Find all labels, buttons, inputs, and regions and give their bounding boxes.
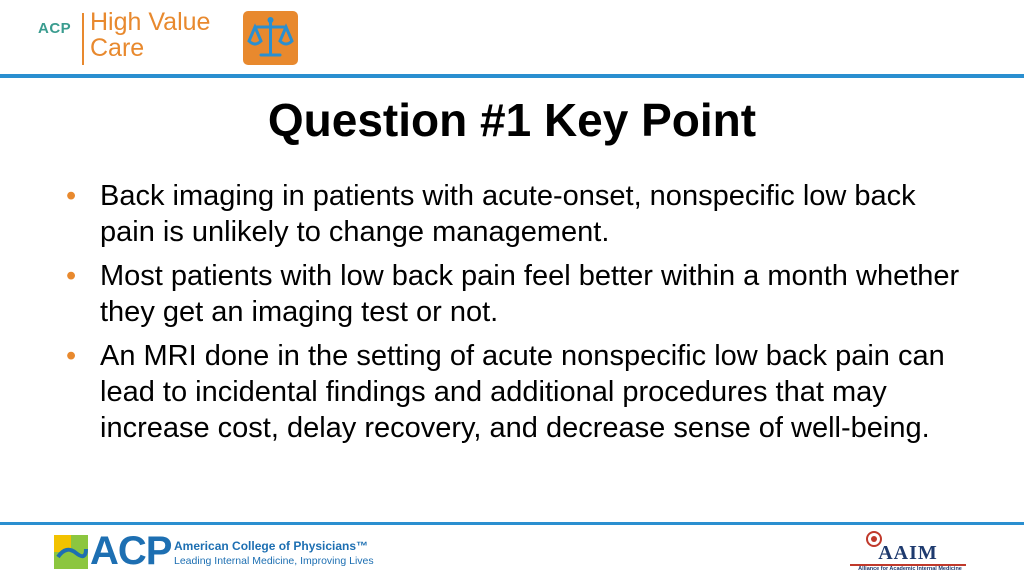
scale-icon — [243, 11, 298, 65]
aaim-wordmark: AAIM — [878, 542, 938, 564]
bullet-item — [66, 178, 966, 250]
header-rule — [0, 74, 1024, 78]
acp-letters: ACP — [90, 529, 172, 573]
bullet-icon: • — [66, 180, 77, 212]
logo-line-1: High Value — [90, 8, 211, 36]
logo-divider — [82, 13, 84, 65]
acp-organization-name: American College of Physicians™ — [174, 539, 369, 553]
high-value-care-logo — [38, 9, 300, 67]
bullet-list — [66, 178, 966, 454]
footer-rule — [0, 522, 1024, 525]
bullet-icon: • — [66, 260, 77, 292]
logo-line-2: Care — [90, 34, 145, 62]
aaim-subtitle: Alliance for Academic Internal Medicine — [858, 566, 962, 572]
acp-tagline: Leading Internal Medicine, Improving Lives — [174, 555, 374, 567]
logo-wordmark — [90, 9, 210, 61]
acp-flag-icon — [54, 535, 88, 569]
bullet-item — [66, 258, 966, 330]
bullet-icon: • — [66, 340, 77, 372]
bullet-text: Most patients with low back pain feel better within a month whether they get an imaging test or not. — [100, 260, 960, 328]
bullet-text: An MRI done in the setting of acute nonspecific low back pain can lead to incidental findings and additional procedures that may increase cost, delay recovery, and decrease sense of well-being. — [100, 340, 945, 444]
slide-title: Question #1 Key Point — [267, 94, 757, 146]
bullet-text: Back imaging in patients with acute-onset, nonspecific low back pain is unlikely to change management. — [100, 180, 916, 248]
logo-acp-text: ACP — [38, 20, 72, 37]
bullet-item — [66, 338, 966, 446]
aaim-logo — [850, 530, 970, 574]
acp-footer-logo — [54, 529, 374, 573]
